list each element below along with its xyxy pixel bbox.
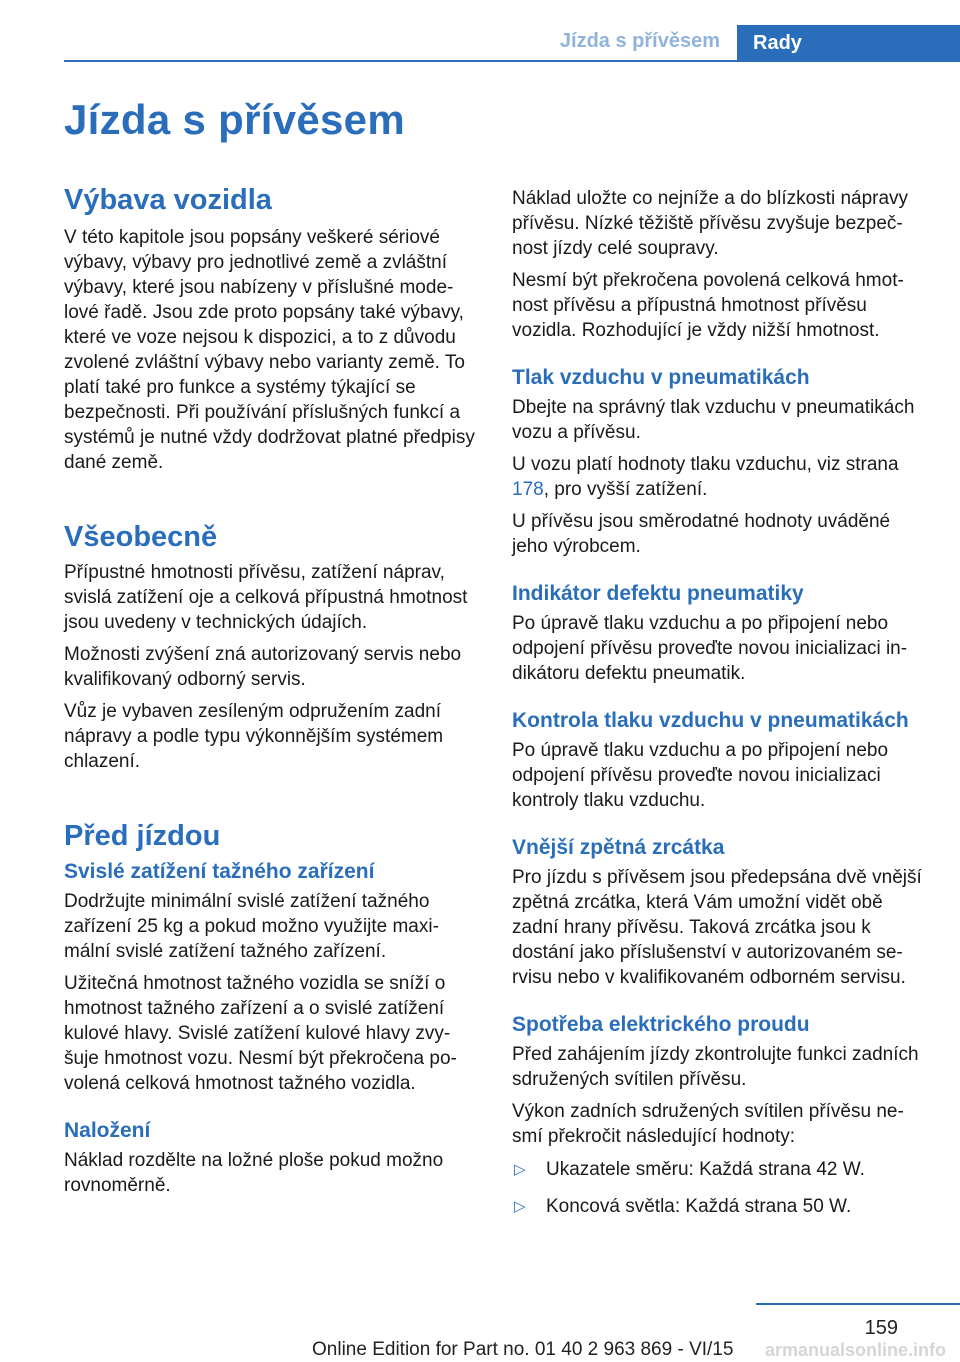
paragraph-with-link (512, 452, 926, 502)
footer-rule (756, 1303, 960, 1305)
subheading-kontrola-tlaku: Kontrola tlaku vzduchu v pneumatikách (512, 709, 909, 732)
breadcrumb[interactable]: Jízda s přívěsem (559, 30, 720, 52)
paragraph: Po úpravě tlaku vzduchu a po připojení nebo odpojení přívěsu proveďte novou inicializaci indikátoru defektu pneumatik. (512, 613, 908, 684)
triangle-right-icon: ▷ (514, 1198, 526, 1215)
paragraph: Užitečná hmotnost tažného vozidla se sníží o hmotnost tažného zařízení a o svislé zatížení kulové hlavy. Svislé zatížení kulové hlavy zvyšuje hmotnost vozu. Nesmí být překročena povolená celková hmotnost tažného vozidla. (64, 973, 457, 1094)
paragraph: Dodržujte minimální svislé zatížení tažného zařízení 25 kg a pokud možno využijte maximální svislé zatížení tažného zařízení. (64, 891, 439, 962)
edition-line: Online Edition for Part no. 01 40 2 963 869 - VI/15 (312, 1339, 734, 1360)
paragraph: Přípustné hmotnosti přívěsu, zatížení náprav, svislá zatížení oje a celková přípustná hmotnost jsou uvedeny v technických údajích. (64, 562, 468, 633)
subheading-svisle-zatizeni: Svislé zatížení tažného zařízení (64, 860, 375, 883)
triangle-right-icon: ▷ (514, 1161, 526, 1178)
text: U vozu platí hodnoty tlaku vzduchu, viz strana (512, 454, 899, 475)
page-link-178[interactable]: 178 (512, 479, 544, 500)
list-item-text: Ukazatele směru: Každá strana 42 W. (546, 1159, 865, 1180)
paragraph: Po úpravě tlaku vzduchu a po připojení nebo odpojení přívěsu proveďte novou inicializaci kontroly tlaku vzduchu. (512, 740, 889, 811)
subheading-nalozeni: Naložení (64, 1119, 151, 1142)
heading-vybava-vozidla: Výbava vozidla (64, 184, 272, 216)
paragraph: Dbejte na správný tlak vzduchu v pneumatikách vozu a přívěsu. (512, 397, 915, 443)
paragraph: Nesmí být překročena povolená celková hmotnost přívěsu a přípustná hmotnost přívěsu vozidla. Rozhodující je vždy nižší hmotnost. (512, 270, 904, 341)
paragraph: Před zahájením jízdy zkontrolujte funkci zadních sdružených svítilen přívěsu. (512, 1044, 919, 1090)
list-item (512, 1194, 926, 1219)
paragraph: Náklad rozdělte na ložné ploše pokud možno rovnoměrně. (64, 1150, 444, 1196)
list-item-text: Koncová světla: Každá strana 50 W. (546, 1196, 852, 1217)
subheading-spotreba-proudu: Spotřeba elektrického proudu (512, 1013, 810, 1036)
paragraph: V této kapitole jsou popsány veškeré sériové výbavy, výbavy pro jednotlivé země a zvláštní výbavy, které jsou nabízeny v příslušné modelové řadě. Jsou zde proto popsány také výbavy, které ve voze nejsou k dispozici, a to z důvodu zvolené zvláštní výbavy nebo varianty země. To platí také pro funkce a systémy týkající se bezpečnosti. Při používání příslušných funkcí a systémů je nutné vždy dodržovat platné předpisy dané země. (64, 227, 475, 473)
page-number: 159 (864, 1317, 898, 1339)
paragraph: Vůz je vybaven zesíleným odpružením zadní nápravy a podle typu výkonnějším systémem chlazení. (64, 701, 444, 772)
subheading-zrcatka: Vnější zpětná zrcátka (512, 836, 725, 859)
heading-vseobecne: Všeobecně (64, 521, 218, 553)
right-column (512, 186, 926, 1231)
bullet-list (512, 1157, 926, 1219)
paragraph: Výkon zadních sdružených svítilen přívěsu nesmí překročit následující hodnoty: (512, 1101, 904, 1147)
left-column (64, 183, 478, 1205)
paragraph: Náklad uložte co nejníže a do blízkosti nápravy přívěsu. Nízké těžiště přívěsu zvyšuje bezpečnost jízdy celé soupravy. (512, 188, 909, 259)
watermark: armanualsonline.info (764, 1340, 946, 1360)
list-item (512, 1157, 926, 1182)
section-tab[interactable]: Rady (737, 25, 960, 62)
page-title: Jízda s přívěsem (64, 96, 405, 143)
paragraph: Pro jízdu s přívěsem jsou předepsána dvě vnější zpětná zrcátka, která Vám umožní vidět obě zadní hrany přívěsu. Taková zrcátka jsou k dostání jako příslušenství v autorizovaném servisu nebo v kvalifikovaném odborném servisu. (512, 867, 922, 988)
heading-pred-jizdou: Před jízdou (64, 820, 221, 852)
paragraph: Možnosti zvýšení zná autorizovaný servis nebo kvalifikovaný odborný servis. (64, 644, 462, 690)
paragraph: U přívěsu jsou směrodatné hodnoty uváděné jeho výrobcem. (512, 511, 891, 557)
subheading-indikator-defektu: Indikátor defektu pneumatiky (512, 582, 804, 605)
text: , pro vyšší zatížení. (543, 479, 708, 500)
subheading-tlak-vzduchu: Tlak vzduchu v pneumatikách (512, 366, 810, 389)
